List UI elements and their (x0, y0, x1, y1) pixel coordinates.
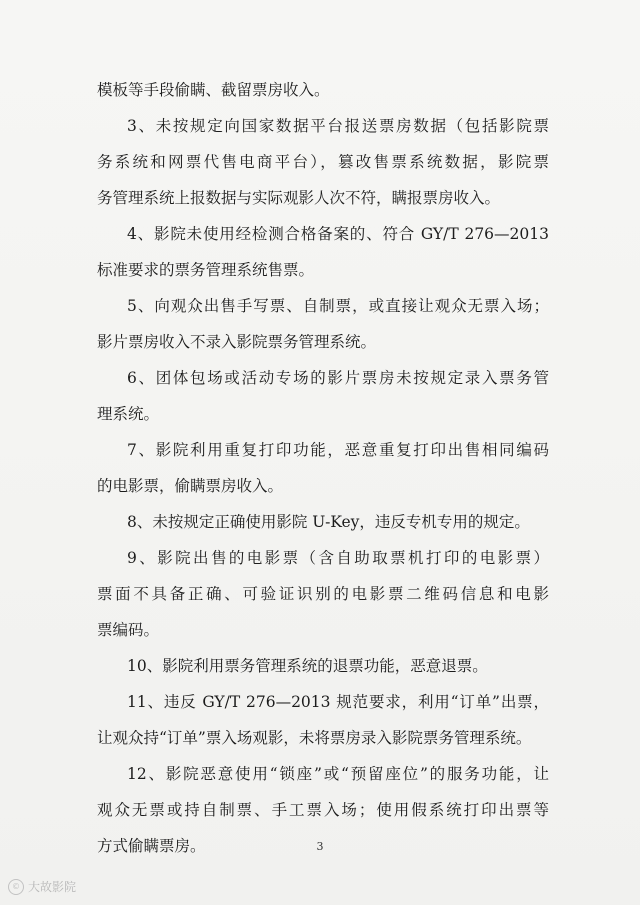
text-line: 让观众持“订单”票入场观影，未将票房录入影院票务管理系统。 (97, 729, 532, 747)
text-line: 务系统和网票代售电商平台），篡改售票系统数据，影院票 (97, 153, 549, 171)
text-line: 务管理系统上报数据与实际观影人次不符，瞒报票房收入。 (97, 189, 501, 207)
text-line: 5、向观众出售手写票、自制票，或直接让观众无票入场； (127, 297, 549, 315)
paragraph (97, 540, 549, 648)
copyright-icon: © (8, 879, 24, 895)
paragraph (97, 432, 549, 504)
text-line: 11、违反 GY/T 276—2013 规范要求，利用“订单”出票， (127, 693, 549, 711)
text-line: 9、影院出售的电影票（含自助取票机打印的电影票） (127, 549, 549, 567)
paragraph (97, 504, 549, 540)
paragraph (97, 648, 549, 684)
document-body (97, 72, 549, 864)
text-line: 方式偷瞒票房。 (97, 837, 206, 855)
paragraph (97, 72, 549, 108)
text-line: 的电影票，偷瞒票房收入。 (97, 477, 284, 495)
text-line: 10、影院利用票务管理系统的退票功能，恶意退票。 (127, 657, 488, 675)
paragraph (97, 684, 549, 756)
text-line: 模板等手段偷瞒、截留票房收入。 (97, 81, 330, 99)
paragraph (97, 288, 549, 360)
paragraph (97, 108, 549, 216)
text-line: 票编码。 (97, 621, 160, 639)
text-line: 6、团体包场或活动专场的影片票房未按规定录入票务管 (127, 369, 549, 387)
text-line: 理系统。 (97, 405, 160, 423)
text-line: 观众无票或持自制票、手工票入场；使用假系统打印出票等 (97, 801, 549, 819)
watermark-text: 大故影院 (28, 880, 77, 894)
text-line: 影片票房收入不录入影院票务管理系统。 (97, 333, 377, 351)
watermark (8, 878, 76, 895)
text-line: 12、影院恶意使用“锁座”或“预留座位”的服务功能，让 (127, 765, 549, 783)
text-line: 7、影院利用重复打印功能，恶意重复打印出售相同编码 (127, 441, 549, 459)
text-line: 4、影院未使用经检测合格备案的、符合 GY/T 276—2013 (127, 225, 549, 243)
page-number: 3 (316, 840, 324, 853)
paragraph (97, 360, 549, 432)
text-line: 3、未按规定向国家数据平台报送票房数据（包括影院票 (127, 117, 549, 135)
paragraph (97, 216, 549, 288)
text-line: 标准要求的票务管理系统售票。 (97, 261, 315, 279)
text-line: 票面不具备正确、可验证识别的电影票二维码信息和电影 (97, 585, 549, 603)
text-line: 8、未按规定正确使用影院 U-Key，违反专机专用的规定。 (127, 513, 530, 531)
